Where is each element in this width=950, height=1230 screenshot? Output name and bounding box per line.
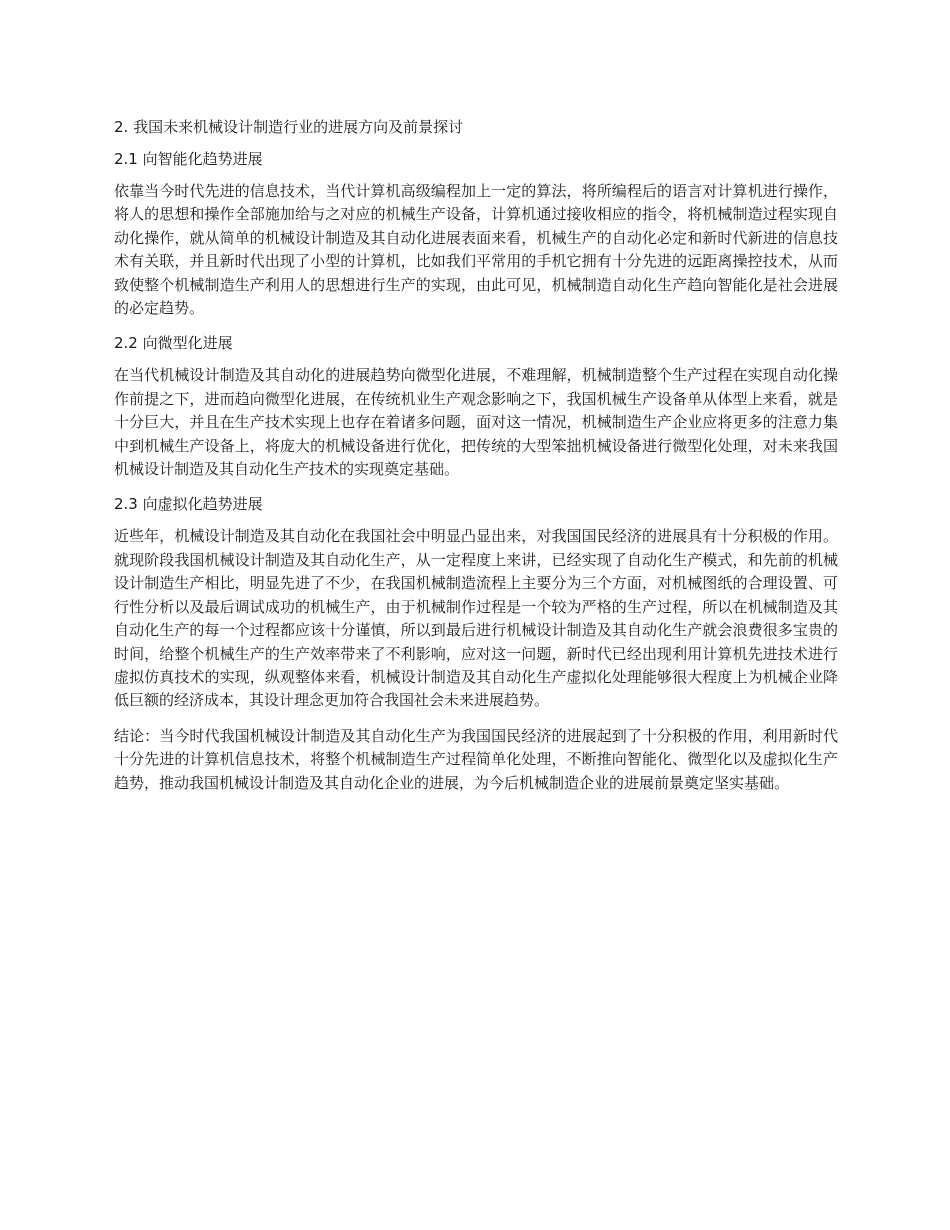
section-heading-2-3: 2.3 向虚拟化趋势进展 <box>114 495 263 514</box>
document-page <box>114 108 838 807</box>
paragraph-virtualization: 近些年，机械设计制造及其自动化在我国社会中明显凸显出来，对我国国民经济的进展具有十分积极的作用。就现阶段我国机械设计制造及其自动化生产，从一定程度上来讲，已经实现了自动化生产模式，和先前的机械设计制造生产相比，明显先进了不少，在我国机械制造流程上主要分为三个方面，对机械图纸的合理设置、可行性分析以及最后调试成功的机械生产，由于机械制作过程是一个较为严格的生产过程，所以在机械制造及其自动化生产的每一个过程都应该十分谨慎，所以到最后进行机械设计制造及其自动化生产就会浪费很多宝贵的时间，给整个机械生产的生产效率带来了不利影响，应对这一问题，新时代已经出现利用计算机先进技术进行虚拟仿真技术的实现，纵观整体来看，机械设计制造及其自动化生产虚拟化处理能够很大程度上为机械企业降低巨额的经济成本，其设计理念更加符合我国社会未来进展趋势。 <box>114 527 838 710</box>
section-heading-2: 2. 我国未来机械设计制造行业的进展方向及前景探讨 <box>114 118 464 136</box>
paragraph-conclusion: 结论：当今时代我国机械设计制造及其自动化生产为我国国民经济的进展起到了十分积极的作用，利用新时代十分先进的计算机信息技术，将整个机械制造生产过程简单化处理，不断推向智能化、微型化以及虚拟化生产趋势，推动我国机械设计制造及其自动化企业的进展，为今后机械制造企业的进展前景奠定坚实基础。 <box>114 726 838 792</box>
paragraph-miniaturization: 在当代机械设计制造及其自动化的进展趋势向微型化进展，不难理解，机械制造整个生产过程在实现自动化操作前提之下，进而趋向微型化进展，在传统机业生产观念影响之下，我国机械生产设备单从体型上来看，就是十分巨大，并且在生产技术实现上也存在着诸多问题，面对这一情况，机械制造生产企业应将更多的注意力集中到机械生产设备上，将庞大的机械设备进行优化，把传统的大型笨拙机械设备进行微型化处理，对未来我国机械设计制造及其自动化生产技术的实现奠定基础。 <box>114 366 838 479</box>
section-heading-2-2: 2.2 向微型化进展 <box>114 334 233 353</box>
section-heading-2-1: 2.1 向智能化趋势进展 <box>114 150 263 168</box>
paragraph-intelligent: 依靠当今时代先进的信息技术，当代计算机高级编程加上一定的算法，将所编程后的语言对计算机进行操作，将人的思想和操作全部施加给与之对应的机械生产设备，计算机通过接收相应的指令，将机械制造过程实现自动化操作，就从简单的机械设计制造及其自动化进展表面来看，机械生产的自动化必定和新时代新进的信息技术有关联，并且新时代出现了小型的计算机，比如我们平常用的手机它拥有十分先进的远距离操控技术，从而致使整个机械制造生产利用人的思想进行生产的实现，由此可见，机械制造自动化生产趋向智能化是社会进展的必定趋势。 <box>114 182 838 318</box>
